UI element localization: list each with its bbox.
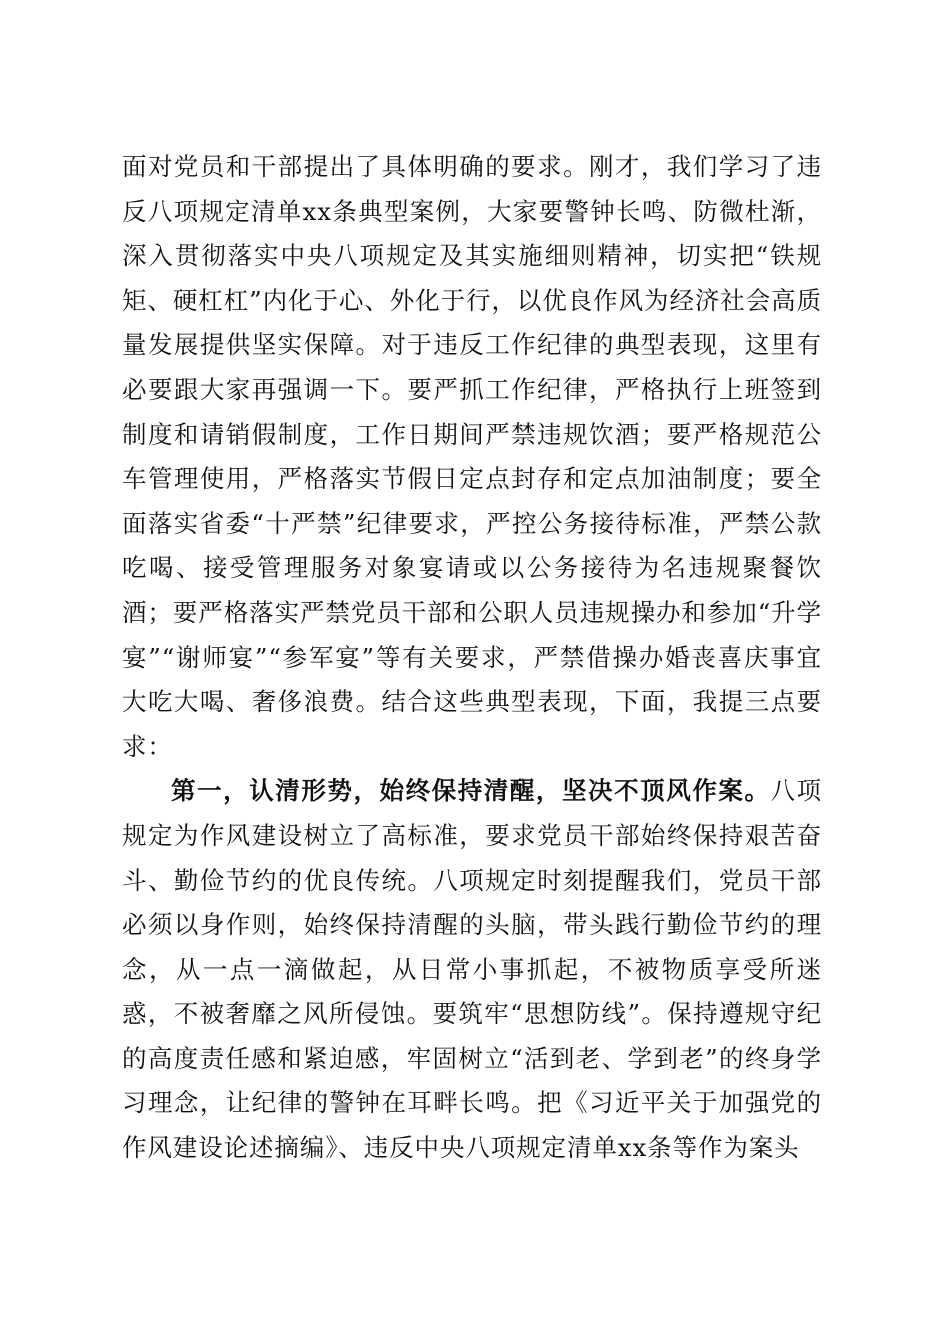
document-body — [122, 145, 822, 1171]
paragraph-2-lead: 第一，认清形势，始终保持清醒，坚决不顶风作案。 — [171, 776, 771, 806]
paragraph-2-body: 八项规定为作风建设树立了高标准，要求党员干部始终保持艰苦奋斗、勤俭节约的优良传统。八项规定时刻提醒我们，党员干部必须以身作则，始终保持清醒的头脑，带头践行勤俭节约的理念，从一点一滴做起，从日常小事抓起，不被物质享受所迷惑，不被奢靡之风所侵蚀。要筑牢“思想防线”。保持遵规守纪的高度责任感和紧迫感，牢固树立“活到老、学到老”的终身学习理念，让纪律的警钟在耳畔长鸣。把《习近平关于加强党的作风建设论述摘编》、违反中央八项规定清单xx条等作为案头 — [122, 776, 822, 1163]
paragraph-2 — [122, 769, 822, 1170]
paragraph-1: 面对党员和干部提出了具体明确的要求。刚才，我们学习了违反八项规定清单xx条典型案例，大家要警钟长鸣、防微杜渐，深入贯彻落实中央八项规定及其实施细则精神，切实把“铁规矩、硬杠杠”内化于心、外化于行，以优良作风为经济社会高质量发展提供坚实保障。对于违反工作纪律的典型表现，这里有必要跟大家再强调一下。要严抓工作纪律，严格执行上班签到制度和请销假制度，工作日期间严禁违规饮酒；要严格规范公车管理使用，严格落实节假日定点封存和定点加油制度；要全面落实省委“十严禁”纪律要求，严控公务接待标准，严禁公款吃喝、接受管理服务对象宴请或以公务接待为名违规聚餐饮酒；要严格落实严禁党员干部和公职人员违规操办和参加“升学宴”“谢师宴”“参军宴”等有关要求，严禁借操办婚丧喜庆事宜大吃大喝、奢侈浪费。结合这些典型表现，下面，我提三点要求： — [122, 152, 822, 761]
